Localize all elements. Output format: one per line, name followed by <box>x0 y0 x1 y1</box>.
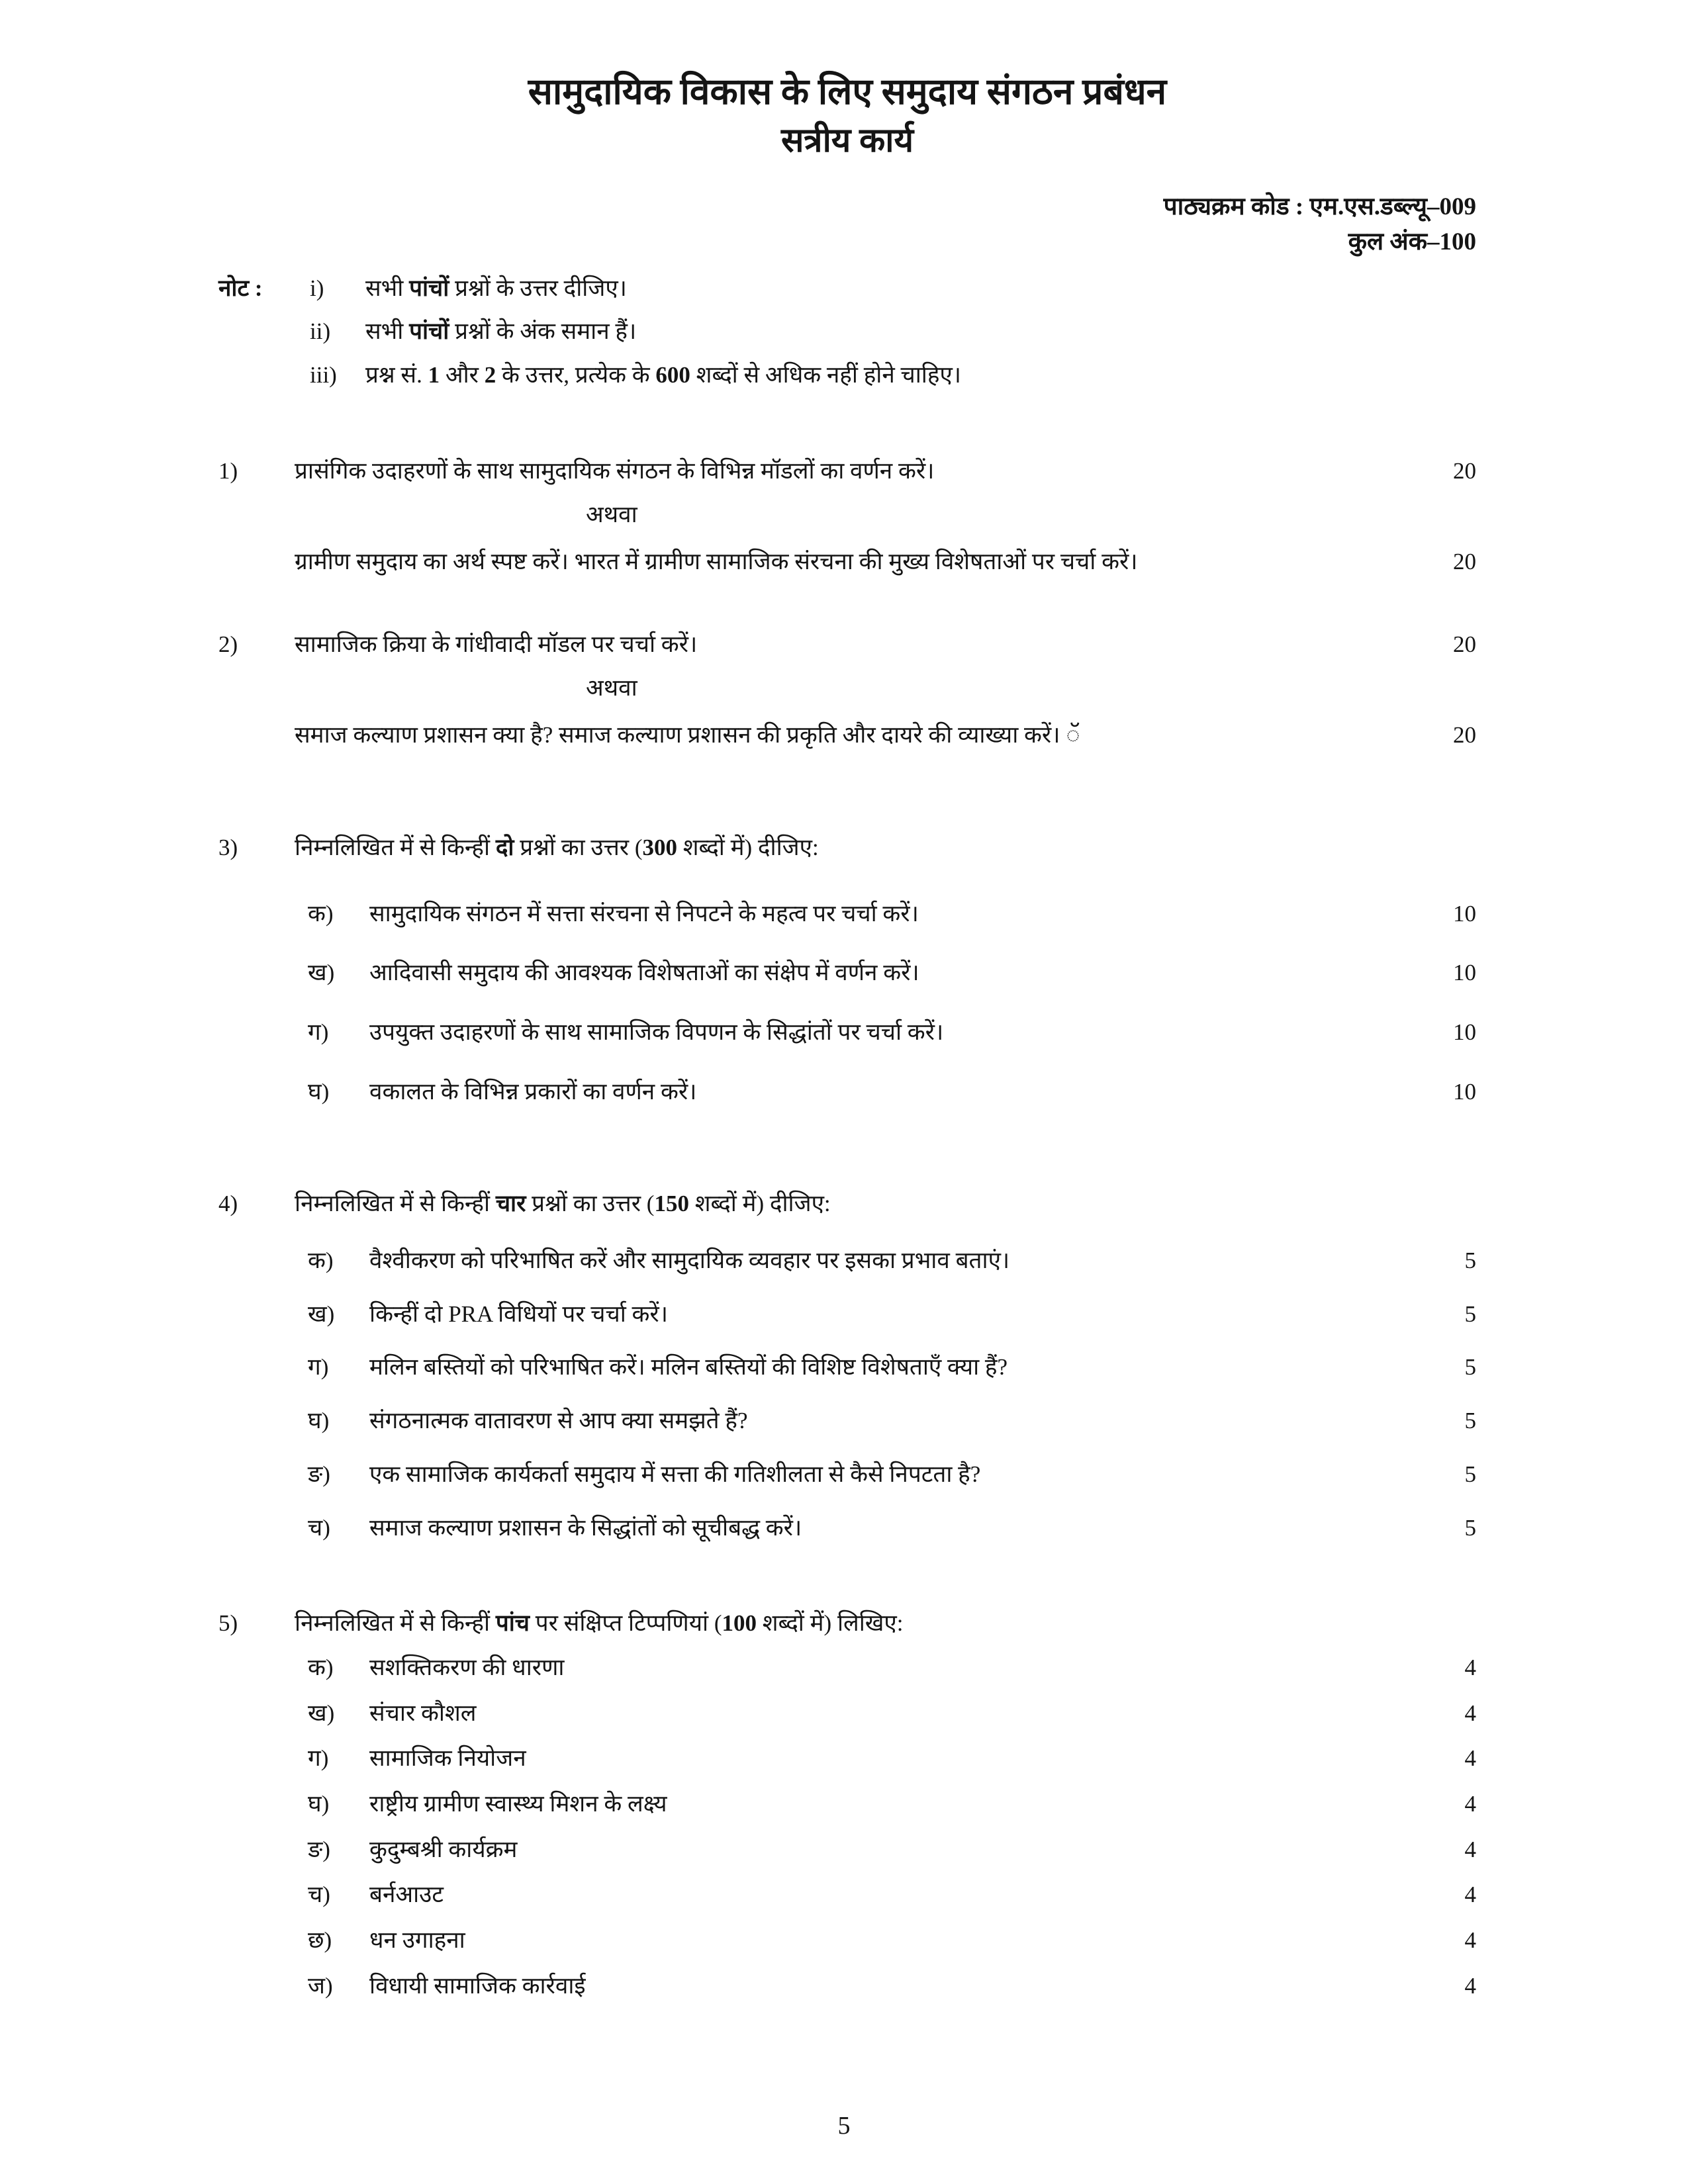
marks-value: 20 <box>1453 457 1476 484</box>
question-text: ग्रामीण समुदाय का अर्थ स्पष्ट करें। भारत में ग्रामीण सामाजिक संरचना की मुख्य विशेषताओं पर चर्चा करें। <box>295 549 1138 575</box>
marks-value: 5 <box>1464 1514 1476 1541</box>
questions-list <box>218 455 1476 2003</box>
or-separator-row <box>218 672 1476 705</box>
marks-value: 5 <box>1464 1461 1476 1487</box>
marks-value: 4 <box>1464 1790 1476 1817</box>
marks-value: 10 <box>1453 1078 1476 1105</box>
sub-question-row <box>218 1742 1476 1775</box>
question-block <box>218 831 1476 1108</box>
sub-question-row <box>218 1970 1476 2003</box>
sub-question-row <box>218 1878 1476 1911</box>
question-text: प्रासंगिक उदाहरणों के साथ सामुदायिक संगठन के विभिन्न मॉडलों का वर्णन करें। <box>295 457 935 484</box>
sub-question-row <box>218 1298 1476 1331</box>
question-body <box>295 1878 1410 1911</box>
marks-value: 4 <box>1464 1927 1476 1954</box>
sub-question-row <box>218 1512 1476 1545</box>
sub-question-label: क) <box>308 1248 334 1274</box>
marks-value: 5 <box>1464 1248 1476 1274</box>
note-item-text: सभी पांचों प्रश्नों के अंक समान हैं। <box>365 318 637 345</box>
marks-value: 20 <box>1453 631 1476 657</box>
question-text: विधायी सामाजिक कार्रवाई <box>369 1972 586 1999</box>
note-list <box>310 272 1476 392</box>
question-body <box>295 719 1410 752</box>
question-body <box>295 956 1410 989</box>
question-text: संचार कौशल <box>369 1700 477 1726</box>
sub-question-label: ख) <box>308 1700 335 1726</box>
question-body <box>295 1404 1410 1437</box>
marks-value: 5 <box>1464 1408 1476 1434</box>
sub-question-label: ग) <box>308 1354 329 1381</box>
question-number: 2) <box>218 631 238 657</box>
question-text: समाज कल्याण प्रशासन के सिद्धांतों को सूचीबद्ध करें। <box>369 1514 802 1541</box>
note-item-number: ii) <box>310 318 331 345</box>
note-item-text: सभी पांचों प्रश्नों के उत्तर दीजिए। <box>365 275 627 301</box>
sub-question-label: छ) <box>308 1927 332 1954</box>
question-body <box>295 1697 1410 1730</box>
sub-question-label: घ) <box>308 1790 330 1817</box>
sub-question-label: ङ) <box>308 1836 330 1862</box>
total-marks: कुल अंक–100 <box>1348 228 1476 256</box>
or-separator-row <box>218 498 1476 531</box>
sub-question-row <box>218 1651 1476 1684</box>
question-body <box>295 1244 1410 1277</box>
question-body <box>295 1458 1410 1491</box>
marks-value: 4 <box>1464 1882 1476 1908</box>
question-text: बर्नआउट <box>369 1882 444 1908</box>
question-row <box>218 545 1476 578</box>
note-section <box>218 272 1476 392</box>
question-text: वैश्वीकरण को परिभाषित करें और सामुदायिक व्यवहार पर इसका प्रभाव बताएं। <box>369 1248 1010 1274</box>
marks-value: 10 <box>1453 960 1476 986</box>
sub-question-label: क) <box>308 1654 334 1680</box>
question-row <box>218 831 1476 864</box>
question-text: किन्हीं दो PRA विधियों पर चर्चा करें। <box>369 1300 669 1327</box>
marks-value: 5 <box>1464 1300 1476 1327</box>
question-body <box>295 1742 1410 1775</box>
question-body <box>295 1187 1410 1220</box>
document-header <box>218 69 1476 163</box>
document-footer <box>0 2109 1688 2144</box>
question-body <box>295 1351 1410 1384</box>
question-text: धन उगाहना <box>369 1927 465 1954</box>
question-text: आदिवासी समुदाय की आवश्यक विशेषताओं का संक्षेप में वर्णन करें। <box>369 960 919 986</box>
marks-value: 10 <box>1453 900 1476 927</box>
sub-question-label: च) <box>308 1514 330 1541</box>
question-number: 3) <box>218 834 238 860</box>
sub-question-label: ज) <box>308 1972 333 1999</box>
marks-value: 4 <box>1464 1700 1476 1726</box>
marks-value: 20 <box>1453 722 1476 749</box>
sub-question-label: ख) <box>308 960 335 986</box>
question-text: निम्नलिखित में से किन्हीं चार प्रश्नों का उत्तर (150 शब्दों में) दीजिए: <box>295 1191 831 1217</box>
document-title: सामुदायिक विकास के लिए समुदाय संगठन प्रबंधन <box>528 71 1167 112</box>
sub-question-label: ङ) <box>308 1461 330 1487</box>
sub-question-row <box>218 1697 1476 1730</box>
question-body <box>295 628 1410 661</box>
question-body <box>295 831 1410 864</box>
marks-value: 10 <box>1453 1019 1476 1046</box>
question-body <box>295 1298 1410 1331</box>
sub-question-row <box>218 1016 1476 1049</box>
sub-question-label: ख) <box>308 1300 335 1327</box>
document-meta <box>218 189 1476 260</box>
question-text: निम्नलिखित में से किन्हीं पांच पर संक्षिप्त टिप्पणियां (100 शब्दों में) लिखिए: <box>295 1610 904 1637</box>
question-text: उपयुक्त उदाहरणों के साथ सामाजिक विपणन के सिद्धांतों पर चर्चा करें। <box>369 1019 944 1046</box>
question-body <box>295 1607 1410 1640</box>
question-text: राष्ट्रीय ग्रामीण स्वास्थ्य मिशन के लक्ष्य <box>369 1790 667 1817</box>
question-body <box>295 1788 1410 1821</box>
question-number: 4) <box>218 1191 238 1217</box>
sub-question-label: च) <box>308 1882 330 1908</box>
sub-question-row <box>218 1458 1476 1491</box>
sub-question-row <box>218 1351 1476 1384</box>
note-item-text: प्रश्न सं. 1 और 2 के उत्तर, प्रत्येक के 600 शब्दों से अधिक नहीं होने चाहिए। <box>365 362 962 388</box>
question-row <box>218 1607 1476 1640</box>
question-text: सामाजिक क्रिया के गांधीवादी मॉडल पर चर्चा करें। <box>295 631 698 657</box>
question-text: सशक्तिकरण की धारणा <box>369 1654 565 1680</box>
question-text: कुदुम्बश्री कार्यक्रम <box>369 1836 518 1862</box>
or-separator: अथवा <box>586 674 637 701</box>
question-body <box>295 1512 1410 1545</box>
question-body <box>295 897 1410 931</box>
question-row <box>218 628 1476 661</box>
sub-question-label: ग) <box>308 1745 329 1772</box>
sub-question-label: क) <box>308 900 334 927</box>
marks-value: 4 <box>1464 1972 1476 1999</box>
question-text: एक सामाजिक कार्यकर्ता समुदाय में सत्ता की गतिशीलता से कैसे निपटता है? <box>369 1461 981 1487</box>
question-body <box>295 1651 1410 1684</box>
document-subtitle: सत्रीय कार्य <box>780 122 914 159</box>
question-body <box>295 498 1410 531</box>
course-code: पाठ्यक्रम कोड : एम.एस.डब्ल्यू–009 <box>1163 193 1476 220</box>
marks-value: 20 <box>1453 549 1476 575</box>
note-item-number: iii) <box>310 362 337 388</box>
question-text: मलिन बस्तियों को परिभाषित करें। मलिन बस्तियों की विशिष्ट विशेषताएँ क्या हैं? <box>369 1354 1008 1381</box>
sub-question-row <box>218 1244 1476 1277</box>
question-text: सामाजिक नियोजन <box>369 1745 526 1772</box>
question-block <box>218 628 1476 752</box>
sub-question-label: ग) <box>308 1019 329 1046</box>
note-label: नोट : <box>218 275 263 301</box>
sub-question-row <box>218 1404 1476 1437</box>
sub-question-row <box>218 1924 1476 1957</box>
question-body <box>295 455 1410 488</box>
marks-value: 4 <box>1464 1654 1476 1680</box>
marks-value: 4 <box>1464 1836 1476 1862</box>
question-block <box>218 1607 1476 2002</box>
question-block <box>218 455 1476 578</box>
sub-question-row <box>218 956 1476 989</box>
marks-value: 4 <box>1464 1745 1476 1772</box>
question-block <box>218 1187 1476 1544</box>
question-text: वकालत के विभिन्न प्रकारों का वर्णन करें। <box>369 1078 697 1105</box>
question-body <box>295 1016 1410 1049</box>
sub-question-row <box>218 897 1476 931</box>
question-text: सामुदायिक संगठन में सत्ता संरचना से निपटने के महत्व पर चर्चा करें। <box>369 900 919 927</box>
sub-question-label: घ) <box>308 1078 330 1105</box>
question-body <box>295 1833 1410 1866</box>
page-number: 5 <box>837 2112 851 2140</box>
question-body <box>295 545 1410 578</box>
sub-question-row <box>218 1788 1476 1821</box>
question-number: 1) <box>218 457 238 484</box>
note-item <box>310 272 1476 305</box>
question-text: संगठनात्मक वातावरण से आप क्या समझते हैं? <box>369 1408 748 1434</box>
question-text: निम्नलिखित में से किन्हीं दो प्रश्नों का उत्तर (300 शब्दों में) दीजिए: <box>295 834 819 860</box>
question-row <box>218 719 1476 752</box>
sub-question-row <box>218 1075 1476 1109</box>
question-row <box>218 1187 1476 1220</box>
question-body <box>295 1970 1410 2003</box>
question-number: 5) <box>218 1610 238 1637</box>
note-item <box>310 359 1476 392</box>
question-row <box>218 455 1476 488</box>
or-separator: अथवा <box>586 501 637 527</box>
note-item-number: i) <box>310 275 324 301</box>
question-body <box>295 1075 1410 1109</box>
question-body <box>295 672 1410 705</box>
note-item <box>310 315 1476 348</box>
sub-question-label: घ) <box>308 1408 330 1434</box>
question-body <box>295 1924 1410 1957</box>
question-text: समाज कल्याण प्रशासन क्या है? समाज कल्याण प्रशासन की प्रकृति और दायरे की व्याख्या करें। ॅ <box>295 722 1080 749</box>
marks-value: 5 <box>1464 1354 1476 1381</box>
sub-question-row <box>218 1833 1476 1866</box>
